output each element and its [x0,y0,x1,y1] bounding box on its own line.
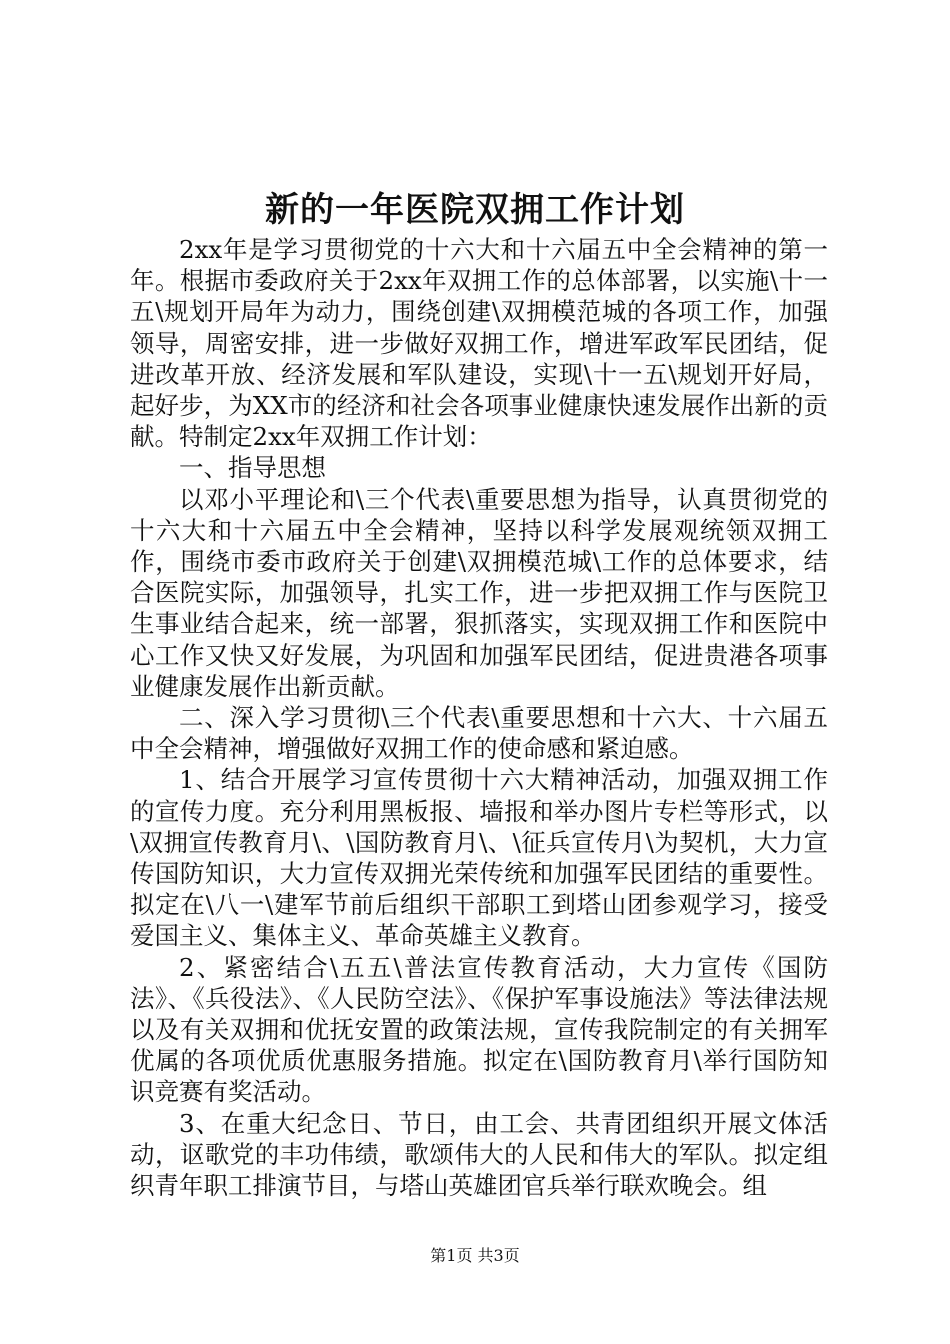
paragraph-item-2: 2、紧密结合\五五\普法宣传教育活动，大力宣传《国防法》、《兵役法》、《人民防空法》、《保护军事设施法》等法律法规以及有关双拥和优抚安置的政策法规，宣传我院制定的有关拥军优属的各项优质优惠服务措施。拟定在\国防教育月\举行国防知识竞赛有奖活动。 [130,952,828,1107]
document-body [130,234,828,1201]
page-number-footer: 第1页 共3页 [430,1246,520,1265]
document-title: 新的一年医院双拥工作计划 [265,190,685,230]
heading-study-implement: 二、深入学习贯彻\三个代表\重要思想和十六大、十六届五中全会精神，增强做好双拥工作的使命感和紧迫感。 [130,703,828,764]
paragraph-guiding-ideology: 以邓小平理论和\三个代表\重要思想为指导，认真贯彻党的十六大和十六届五中全会精神，坚持以科学发展观统领双拥工作，围绕市委市政府关于创建\双拥模范城\工作的总体要求，结合医院实际，加强领导，扎实工作，进一步把双拥工作与医院卫生事业结合起来，统一部署，狠抓落实，实现双拥工作和医院中心工作又快又好发展，为巩固和加强军民团结，促进贵港各项事业健康发展作出新贡献。 [130,484,828,701]
paragraph-item-3: 3、在重大纪念日、节日，由工会、共青团组织开展文体活动，讴歌党的丰功伟绩，歌颂伟大的人民和伟大的军队。拟定组织青年职工排演节目，与塔山英雄团官兵举行联欢晚会。组 [130,1108,828,1201]
paragraph-item-1: 1、结合开展学习宣传贯彻十六大精神活动，加强双拥工作的宣传力度。充分利用黑板报、墙报和举办图片专栏等形式，以\双拥宣传教育月\、\国防教育月\、\征兵宣传月\为契机，大力宣传国防知识，大力宣传双拥光荣传统和加强军民团结的重要性。拟定在\八一\建军节前后组织干部职工到塔山团参观学习，接受爱国主义、集体主义、革命英雄主义教育。 [130,765,828,951]
heading-guiding-ideology: 一、指导思想 [179,453,326,483]
paragraph-intro: 2xx年是学习贯彻党的十六大和十六届五中全会精神的第一年。根据市委政府关于2xx年双拥工作的总体部署，以实施\十一五\规划开局年为动力，围绕创建\双拥模范城的各项工作，加强领导，周密安排，进一步做好双拥工作，增进军政军民团结，促进改革开放、经济发展和军队建设，实现\十一五\规划开好局，起好步，为XX市的经济和社会各项事业健康快速发展作出新的贡献。特制定2xx年双拥工作计划： [130,235,828,452]
